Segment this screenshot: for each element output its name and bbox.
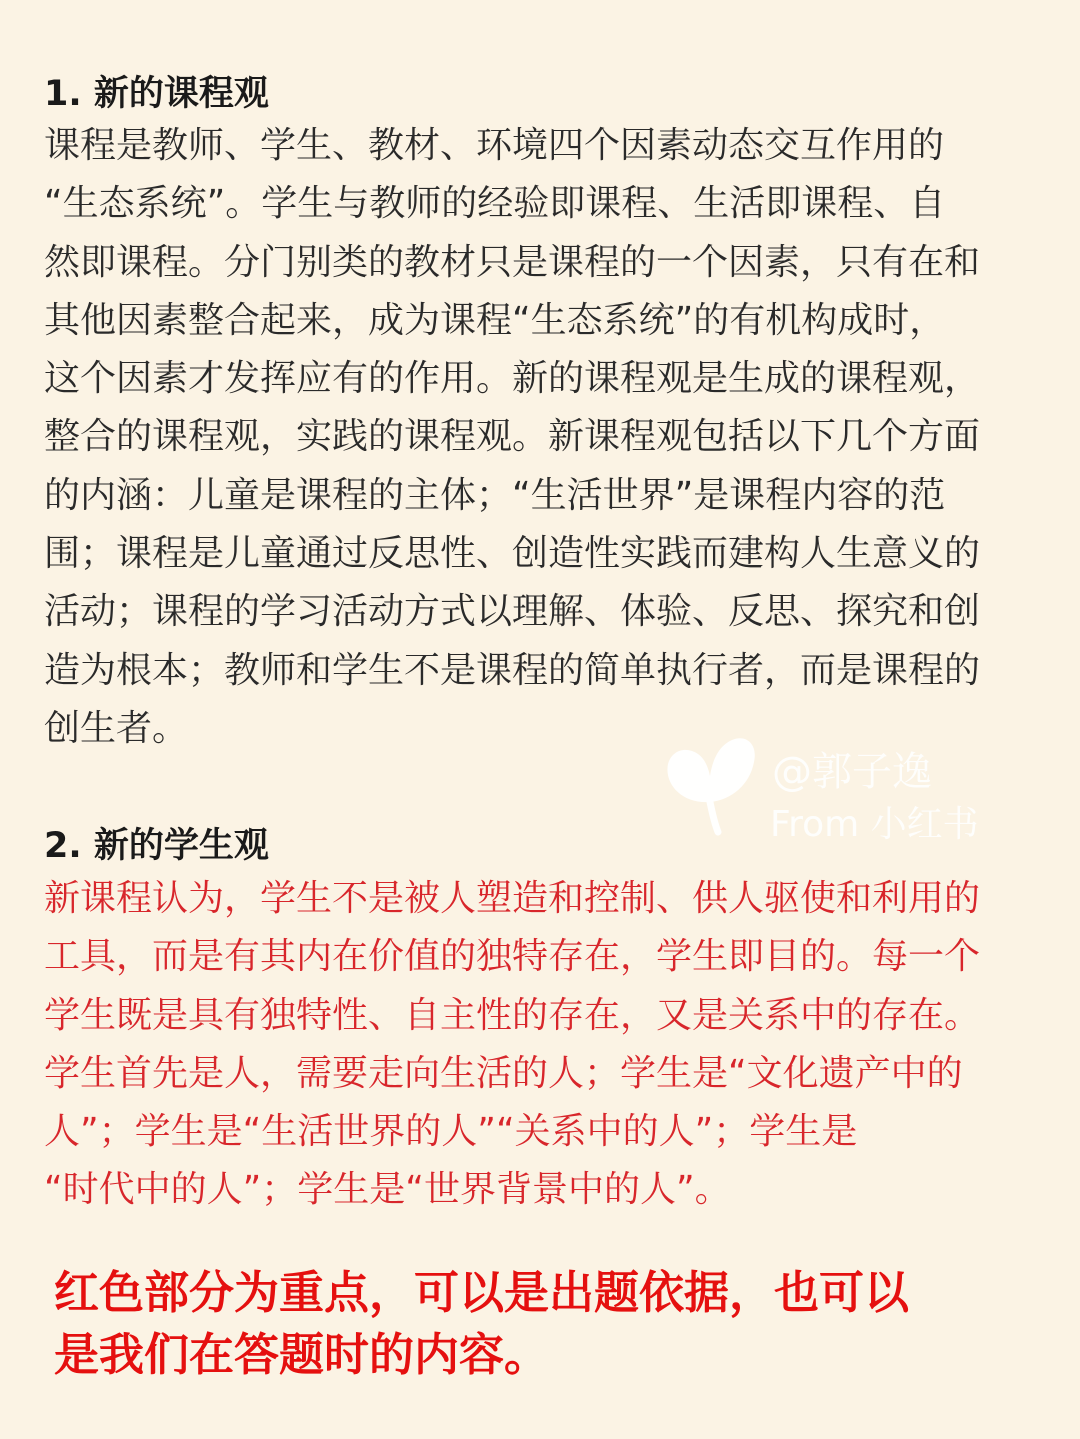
watermark	[662, 732, 1022, 845]
key-note: 红色部分为重点，可以是出题依据，也可以 是我们在答题时的内容。	[54, 1266, 910, 1381]
section1-heading: 1. 新的课程观	[44, 74, 269, 114]
section2-heading: 2. 新的学生观	[44, 826, 269, 866]
section1-body: 课程是教师、学生、教材、环境四个因素动态交互作用的 “生态系统”。学生与教师的经验即课程、生活即课程、自 然即课程。分门别类的教材只是课程的一个因素，只有在和 其他因素整合起来，成为课程“生态系统”的有机构成时， 这个因素才发挥应有的作用。新的课程观是生成的课程观， 整合的课程观，实践的课程观。新课程观包括以下几个方面 的内涵：儿童是课程的主体；“生活世界”是课程内容的范 围；课程是儿童通过反思性、创造性实践而建构人生意义的 活动；课程的学习活动方式以理解、体验、反思、探究和创 造为根本；教师和学生不是课程的简单执行者，而是课程的 创生者。	[44, 125, 981, 749]
watermark-from: From 小红书	[770, 804, 979, 845]
xiaohongshu-sprout-icon	[662, 732, 762, 836]
watermark-handle: @郭子逸	[772, 749, 932, 795]
section2-body: 新课程认为，学生不是被人塑造和控制、供人驱使和利用的 工具，而是有其内在价值的独特存在，学生即目的。每一个 学生既是具有独特性、自主性的存在，又是关系中的存在。 学生首先是人，需要走向生活的人；学生是“文化遗产中的 人”；学生是“生活世界的人”“关系中的人”；学生是 “时代中的人”；学生是“世界背景中的人”。	[44, 878, 981, 1211]
